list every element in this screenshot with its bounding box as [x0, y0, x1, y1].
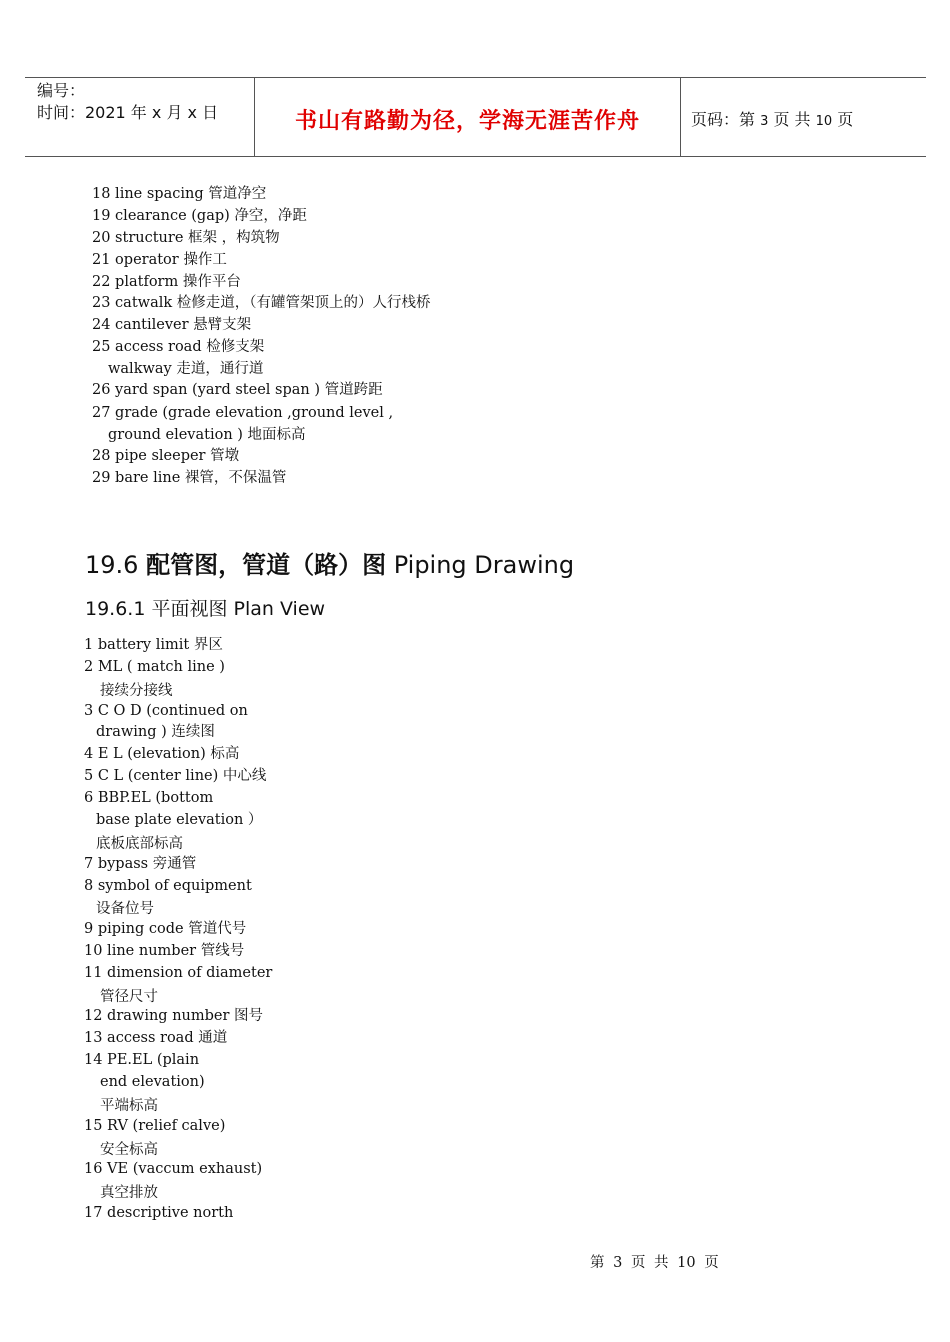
list-item: 安全标高: [100, 1142, 158, 1158]
header-motto: 书山有路勤为径，学海无涯苦作舟: [294, 109, 640, 134]
list-item: 17 descriptive north: [84, 1205, 234, 1221]
list-item: 3 C O D (continued on: [84, 703, 248, 719]
list-item: 9 piping code 管道代号: [84, 921, 247, 937]
page-header: [25, 77, 926, 157]
list-item: 24 cantilever 悬臂支架: [92, 317, 252, 333]
list-item: 7 bypass 旁通管: [84, 856, 197, 872]
list-item: walkway 走道，通行道: [108, 361, 264, 377]
list-item: end elevation): [100, 1074, 205, 1090]
list-item: 28 pipe sleeper 管墩: [92, 448, 240, 464]
list-item: 真空排放: [100, 1185, 158, 1201]
list-item: 27 grade (grade elevation ,ground level ,: [92, 405, 394, 421]
list-item: 12 drawing number 图号: [84, 1008, 264, 1024]
section-title-cn: 配管图，管道（路）图: [146, 550, 387, 579]
header-divider: [680, 78, 681, 156]
list-item: 18 line spacing 管道净空: [92, 186, 267, 202]
list-item: 26 yard span (yard steel span ) 管道跨距: [92, 382, 383, 398]
list-item: 8 symbol of equipment: [84, 878, 252, 894]
list-item: 23 catwalk 检修走道，（有罐管架顶上的）人行栈桥: [92, 295, 431, 311]
section-heading: [85, 545, 574, 580]
list-item: 21 operator 操作工: [92, 252, 227, 268]
page-mid: 页 共: [768, 110, 816, 129]
list-item: 平端标高: [100, 1098, 158, 1114]
page-total: 10: [815, 114, 833, 129]
list-item: base plate elevation ）: [96, 812, 263, 828]
page-suffix: 页: [832, 110, 854, 129]
list-item: 2 ML ( match line ): [84, 659, 225, 675]
list-item: 29 bare line 裸管，不保温管: [92, 470, 287, 486]
list-item: 5 C L (center line) 中心线: [84, 768, 267, 784]
page-footer: 第 3 页 共 10 页: [590, 1255, 719, 1271]
list-item: ground elevation ) 地面标高: [108, 427, 306, 443]
list-item: drawing ) 连续图: [96, 724, 215, 740]
list-item: 11 dimension of diameter: [84, 965, 273, 981]
header-meta: [37, 80, 252, 124]
list-item: 底板底部标高: [96, 836, 183, 852]
list-item: 14 PE.EL (plain: [84, 1052, 200, 1068]
header-page-info: [691, 107, 853, 130]
list-item: 管径尺寸: [100, 989, 158, 1005]
list-item: 25 access road 检修支架: [92, 339, 265, 355]
list-item: 13 access road 通道: [84, 1030, 228, 1046]
list-item: 22 platform 操作平台: [92, 274, 241, 290]
list-item: 15 RV (relief calve): [84, 1118, 226, 1134]
section-number: 19.6: [85, 551, 147, 579]
list-item: 19 clearance (gap) 净空，净距: [92, 208, 307, 224]
list-item: 1 battery limit 界区: [84, 637, 223, 653]
list-item: 接续分接线: [100, 683, 173, 699]
page-prefix: 页码：第: [691, 110, 761, 129]
section-title-en: Piping Drawing: [386, 551, 575, 579]
page-current: 3: [760, 114, 769, 129]
list-item: 16 VE (vaccum exhaust): [84, 1161, 263, 1177]
list-item: 10 line number 管线号: [84, 943, 245, 959]
list-item: 设备位号: [96, 901, 154, 917]
list-item: 6 BBP.EL (bottom: [84, 790, 214, 806]
list-item: 4 E L (elevation) 标高: [84, 746, 240, 762]
subsection-heading: 19.6.1 平面视图 Plan View: [85, 598, 326, 620]
number-label: 编号：: [37, 81, 86, 100]
list-item: 20 structure 框架 ，构筑物: [92, 230, 280, 246]
time-label: 时间：2021 年 x 月 x 日: [37, 103, 219, 122]
